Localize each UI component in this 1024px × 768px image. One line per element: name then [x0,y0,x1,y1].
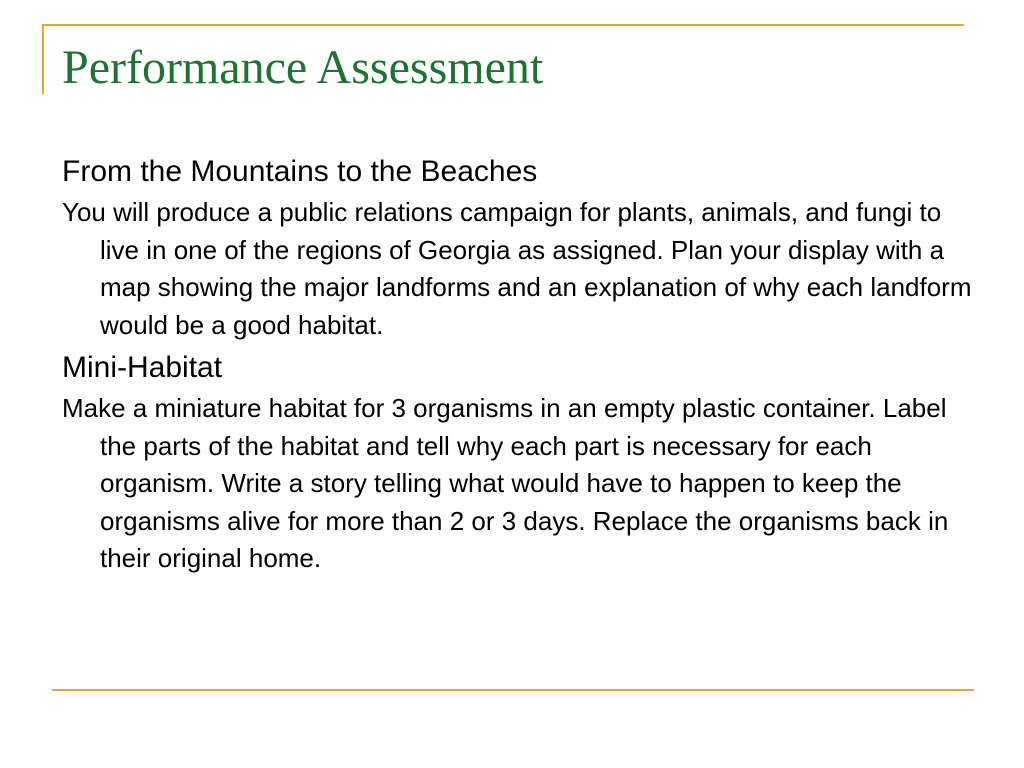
slide-content [62,154,972,584]
section-body-mountains: You will produce a public relations campaign for plants, animals, and fungi to live in one of the regions of Georgia as assigned. Plan your display with a map showing the major landforms and an explanation of why each landform would be a good habitat. [62,197,972,340]
slide-title: Performance Assessment [62,41,544,94]
bottom-accent-rule [52,689,974,691]
section-body-mini-habitat: Make a miniature habitat for 3 organisms in an empty plastic container. Label the parts of the habitat and tell why each part is necessary for each organism. Write a story telling what would have to happen to keep the organisms alive for more than 2 or 3 days. Replace the organisms back in their original home. [62,393,949,573]
top-accent-rule [44,24,964,26]
section-heading-mini-habitat: Mini-Habitat [62,351,223,384]
section-heading-mountains: From the Mountains to the Beaches [62,155,538,188]
left-accent-rule [42,24,44,94]
